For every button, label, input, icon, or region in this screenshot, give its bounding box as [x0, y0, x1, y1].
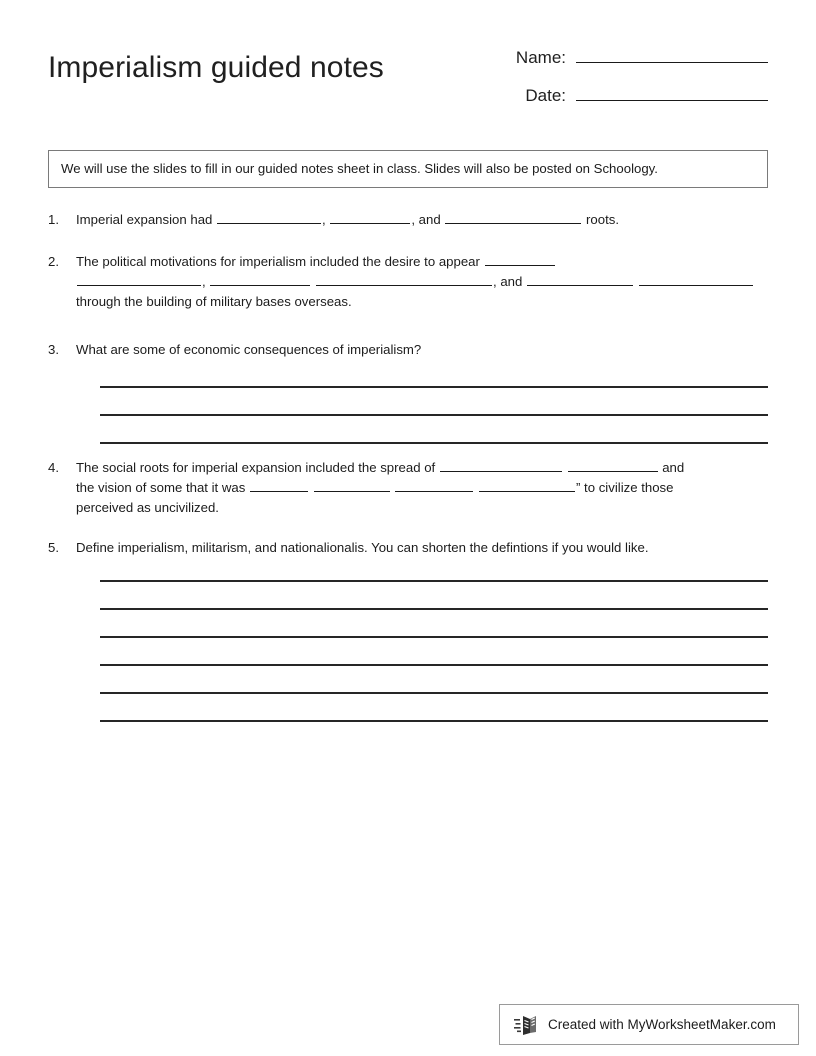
- answer-line[interactable]: [100, 580, 768, 582]
- fill-in-blank[interactable]: [485, 252, 555, 266]
- worksheet-page-icon: [514, 1013, 540, 1037]
- created-with-badge[interactable]: [499, 1004, 799, 1045]
- name-input[interactable]: [576, 42, 768, 63]
- question-item: [48, 340, 768, 444]
- fill-in-blank[interactable]: [479, 478, 575, 492]
- answer-line[interactable]: [100, 692, 768, 694]
- answer-lines: [100, 386, 768, 444]
- questions-list: [48, 210, 768, 736]
- page-title: Imperialism guided notes: [48, 51, 384, 84]
- question-item: [48, 252, 768, 312]
- fill-in-blank[interactable]: [445, 210, 581, 224]
- fill-in-blank[interactable]: [330, 210, 410, 224]
- question-text: Define imperialism, militarism, and nationalionalis. You can shorten the defintions if you would like.: [76, 540, 649, 555]
- question-item: [48, 538, 768, 722]
- question-number: 2.: [48, 254, 59, 269]
- fill-in-blank[interactable]: [217, 210, 321, 224]
- question-text: The social roots for imperial expansion included the spread of and the vision of some that it was ” to civilize those perceived as uncivilized.: [76, 460, 685, 515]
- name-row: [458, 42, 768, 74]
- question-number: 3.: [48, 342, 59, 357]
- fill-in-blank[interactable]: [210, 272, 310, 286]
- answer-line[interactable]: [100, 636, 768, 638]
- worksheet-header: [48, 42, 768, 122]
- date-row: [458, 80, 768, 112]
- name-label: Name:: [515, 48, 566, 67]
- fill-in-blank[interactable]: [316, 272, 492, 286]
- fill-in-blank[interactable]: [527, 272, 633, 286]
- question-item: [48, 210, 768, 230]
- badge-label: Created with MyWorksheetMaker.com: [548, 1017, 776, 1032]
- fill-in-blank[interactable]: [440, 458, 562, 472]
- date-input[interactable]: [576, 80, 768, 101]
- fill-in-blank[interactable]: [568, 458, 658, 472]
- question-text: What are some of economic consequences of imperialism?: [76, 342, 422, 357]
- question-number: 1.: [48, 212, 59, 227]
- fill-in-blank[interactable]: [639, 272, 753, 286]
- answer-line[interactable]: [100, 720, 768, 722]
- answer-line[interactable]: [100, 608, 768, 610]
- fill-in-blank[interactable]: [395, 478, 473, 492]
- fill-in-blank[interactable]: [314, 478, 390, 492]
- answer-line[interactable]: [100, 414, 768, 416]
- instructions-box: We will use the slides to fill in our guided notes sheet in class. Slides will also be posted on Schoology.: [48, 150, 768, 188]
- question-item: [48, 458, 768, 518]
- question-text: The political motivations for imperialism included the desire to appear , , and through the building of military bases overseas.: [76, 252, 768, 312]
- answer-lines: [100, 580, 768, 722]
- name-date-group: [458, 42, 768, 118]
- answer-line[interactable]: [100, 664, 768, 666]
- answer-line[interactable]: [100, 386, 768, 388]
- fill-in-blank[interactable]: [77, 272, 201, 286]
- answer-line[interactable]: [100, 442, 768, 444]
- question-number: 5.: [48, 540, 59, 555]
- question-text: Imperial expansion had , , and roots.: [76, 212, 620, 227]
- question-number: 4.: [48, 460, 59, 475]
- fill-in-blank[interactable]: [250, 478, 308, 492]
- date-label: Date:: [525, 86, 566, 105]
